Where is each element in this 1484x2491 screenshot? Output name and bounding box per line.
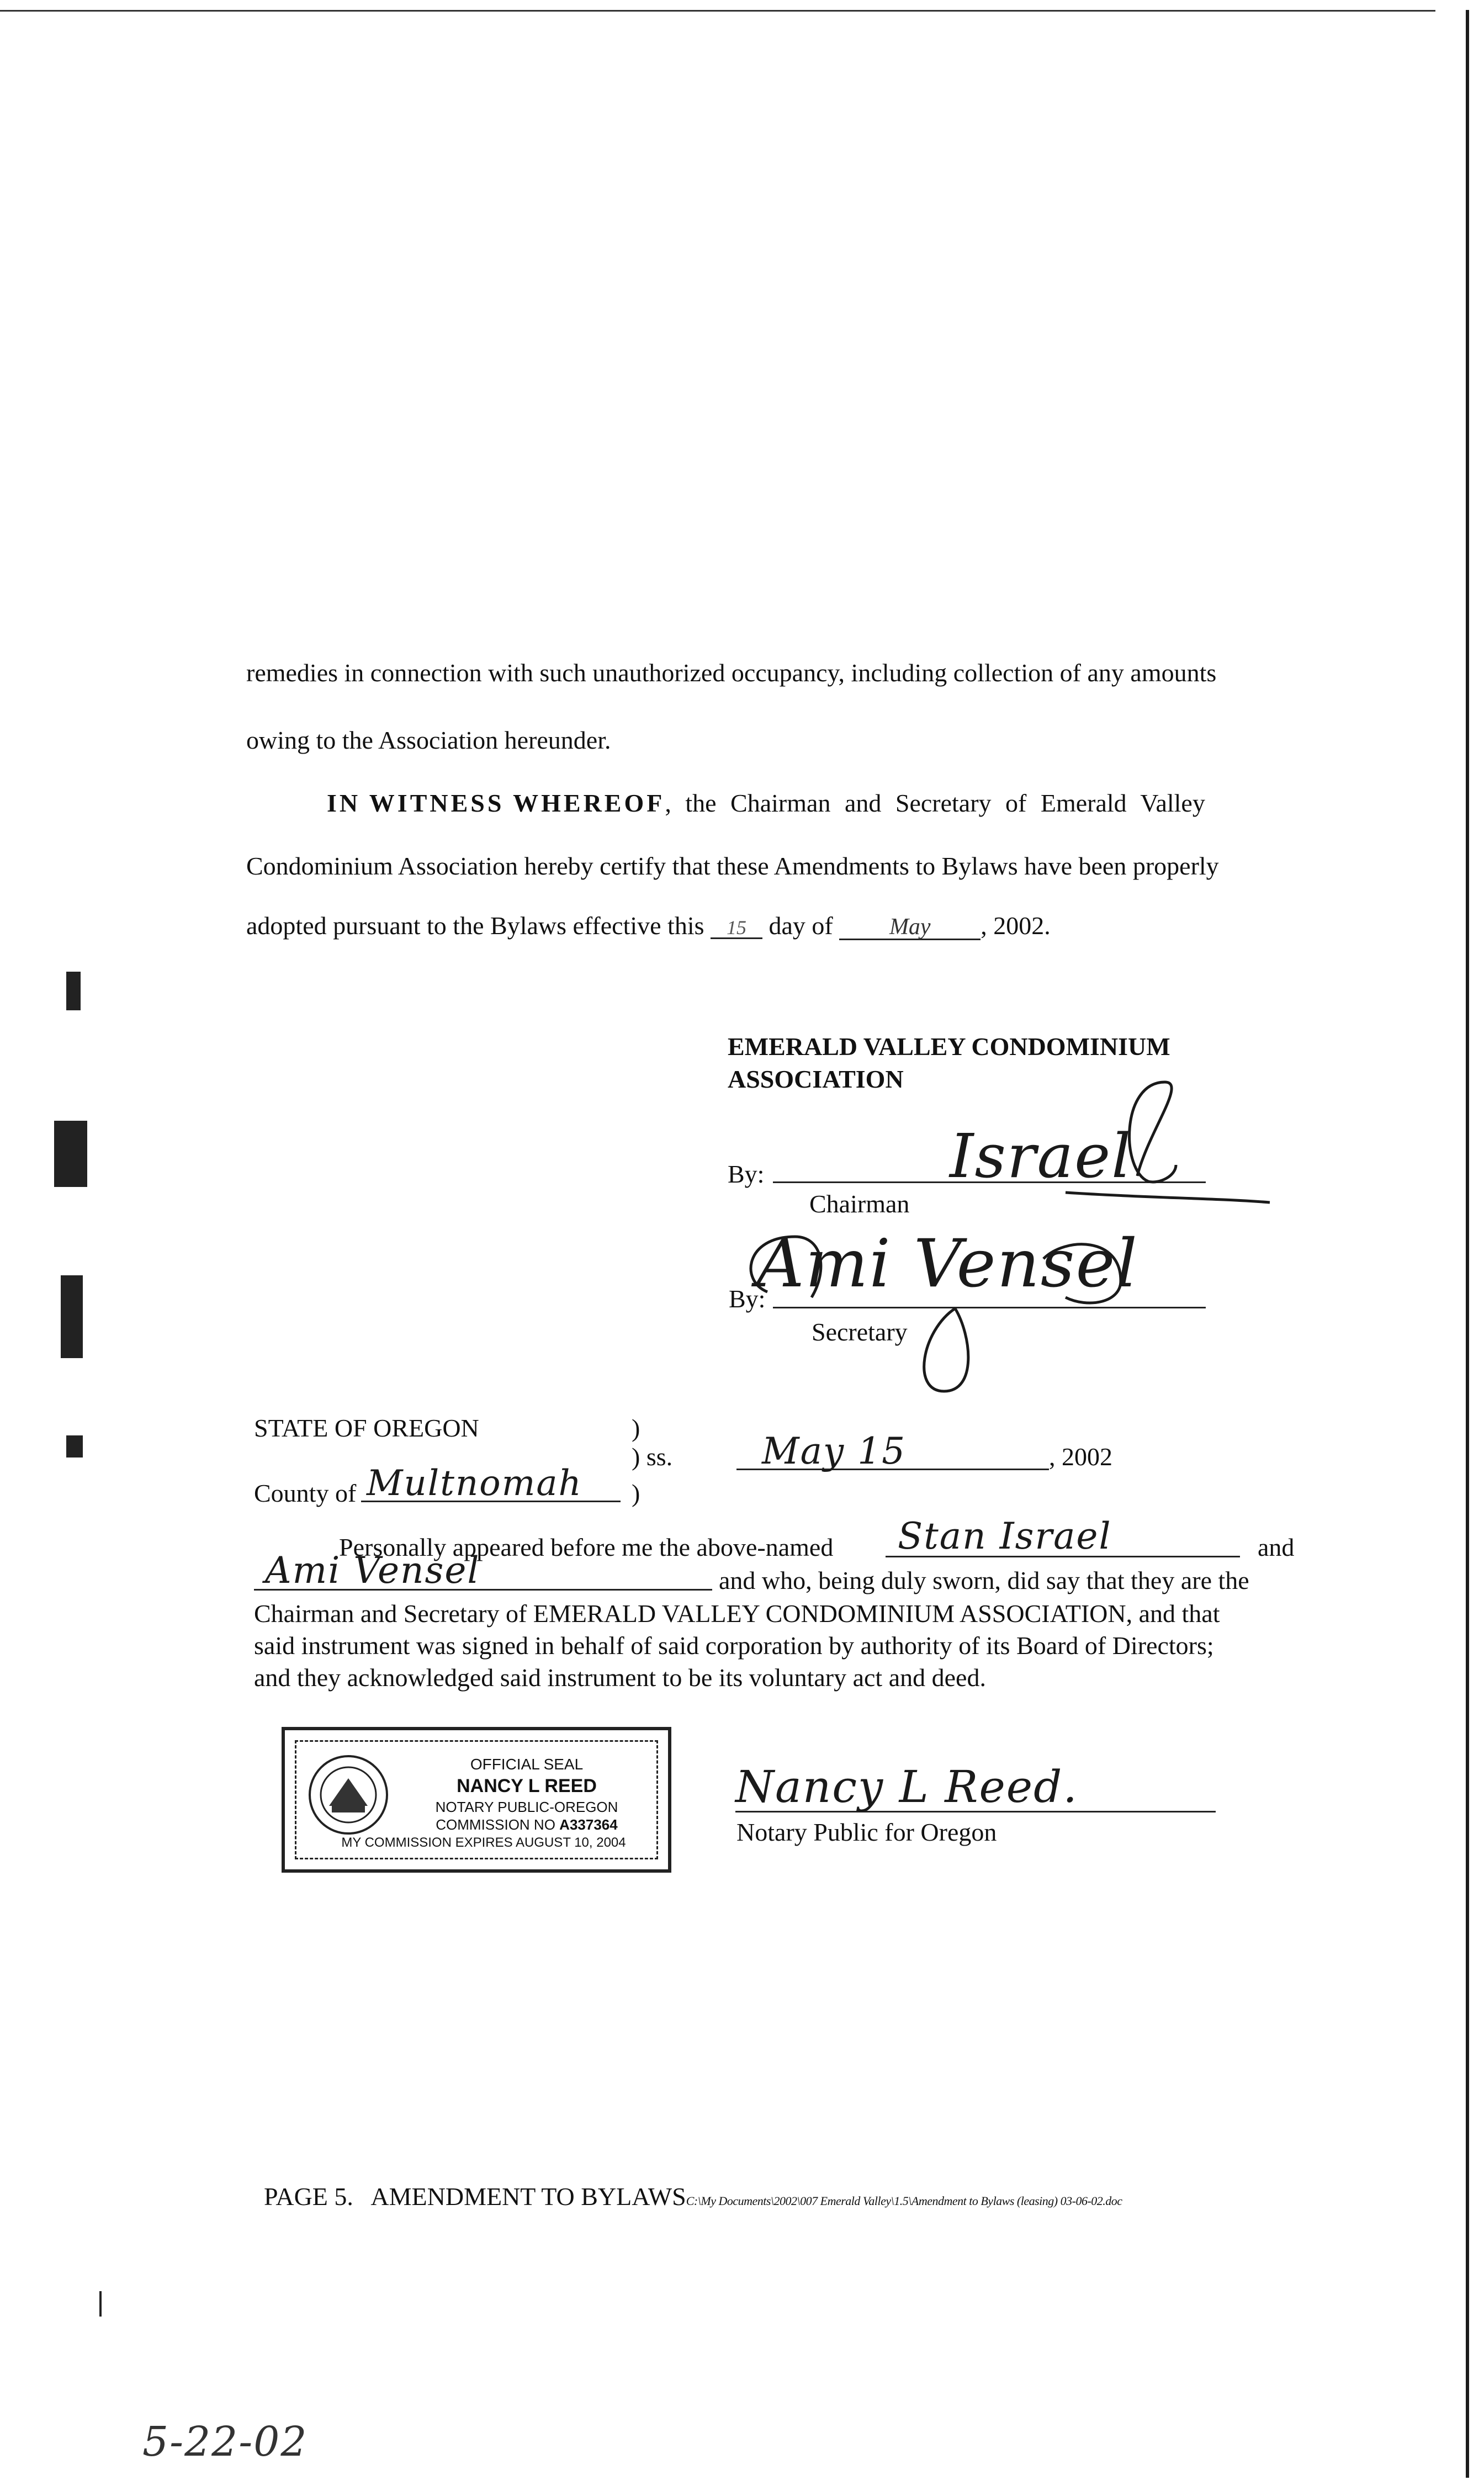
chairman-signature-flourish	[983, 1071, 1292, 1215]
seal-expiry: MY COMMISSION EXPIRES AUGUST 10, 2004	[341, 1835, 626, 1850]
county-label: County of	[254, 1479, 357, 1507]
venue-paren: )	[632, 1414, 640, 1442]
notary-signature: Nancy L Reed.	[735, 1761, 1078, 1812]
effective-month-field: May	[839, 915, 981, 940]
witness-line-2: Condominium Association hereby certify that these Amendments to Bylaws have been properly	[246, 852, 1219, 880]
personally-and: and	[1258, 1533, 1295, 1561]
paragraph-line: remedies in connection with such unauthorized occupancy, including collection of any amounts	[246, 659, 1217, 687]
witness-line-1-rest: , the Chairman and Secretary of Emerald Valley	[665, 789, 1205, 817]
seal-notary-name: NANCY L REED	[457, 1776, 597, 1796]
chairman-signature: Israel	[950, 1121, 1132, 1191]
margin-note: 5-22-02	[142, 2418, 308, 2466]
witness-line-3-c: , 2002.	[981, 911, 1051, 940]
page-footer	[264, 2184, 1122, 2209]
by-label-chairman: By:	[728, 1160, 765, 1188]
scan-edge-top	[0, 10, 1435, 12]
by-label-secretary: By:	[729, 1285, 766, 1313]
personally-line-1: Personally appeared before me the above-named	[339, 1533, 834, 1561]
doc-title: AMENDMENT TO BYLAWS	[370, 2182, 686, 2211]
personally-line-3: Chairman and Secretary of EMERALD VALLEY CONDOMINIUM ASSOCIATION, and that	[254, 1599, 1220, 1628]
secretary-signature: Ami Vensel	[756, 1226, 1138, 1302]
personally-line-2: and who, being duly sworn, did say that they are the	[719, 1566, 1249, 1594]
scan-speck	[99, 2291, 102, 2317]
witness-line-1	[327, 791, 1286, 816]
witness-line-3-a: adopted pursuant to the Bylaws effective this	[246, 911, 704, 940]
venue-ss: ) ss.	[632, 1443, 673, 1471]
seal-line-3: NOTARY PUBLIC-OREGON	[435, 1799, 618, 1815]
chairman-title: Chairman	[809, 1190, 910, 1218]
county-name: Multnomah	[367, 1463, 582, 1504]
notary-seal	[282, 1727, 671, 1873]
state-label: STATE OF OREGON	[254, 1414, 479, 1442]
seal-commission	[405, 1816, 648, 1833]
scan-speck	[66, 972, 81, 1010]
name1: Stan Israel	[898, 1515, 1112, 1557]
paragraph-line: owing to the Association hereunder.	[246, 726, 611, 754]
scan-speck	[61, 1275, 83, 1358]
witness-line-3-b: day of	[768, 911, 833, 940]
personally-line-4: said instrument was signed in behalf of said corporation by authority of its Board of Directors;	[254, 1631, 1214, 1660]
seal-line-1: OFFICIAL SEAL	[470, 1756, 584, 1773]
witness-lead: IN WITNESS WHEREOF	[327, 789, 665, 817]
personally-line-5: and they acknowledged said instrument to be its voluntary act and deed.	[254, 1663, 986, 1692]
secretary-signature-flourish	[734, 1215, 1176, 1402]
venue-year: , 2002	[1049, 1443, 1112, 1471]
effective-day-field: 15	[711, 918, 762, 939]
scan-speck	[66, 1435, 83, 1458]
association-name-line-2: ASSOCIATION	[728, 1065, 904, 1093]
notary-title: Notary Public for Oregon	[736, 1818, 997, 1846]
association-name-line-1: EMERALD VALLEY CONDOMINIUM	[728, 1032, 1170, 1061]
file-path: C:\My Documents\2002\007 Emerald Valley\1.5\Amendment to Bylaws (leasing) 03-06-02.doc	[686, 2194, 1122, 2208]
page-label: PAGE 5.	[264, 2182, 353, 2211]
oregon-state-seal-icon	[307, 1753, 390, 1836]
venue-paren: )	[632, 1479, 640, 1507]
seal-commission-label: COMMISSION NO	[436, 1816, 555, 1833]
witness-line-3	[246, 913, 1051, 940]
scan-edge-right	[1466, 10, 1469, 2478]
name2: Ami Vensel	[265, 1549, 480, 1592]
venue-date: May 15	[762, 1430, 907, 1472]
seal-commission-number: A337364	[559, 1816, 618, 1833]
secretary-title: Secretary	[812, 1318, 908, 1346]
scan-speck	[54, 1121, 87, 1187]
